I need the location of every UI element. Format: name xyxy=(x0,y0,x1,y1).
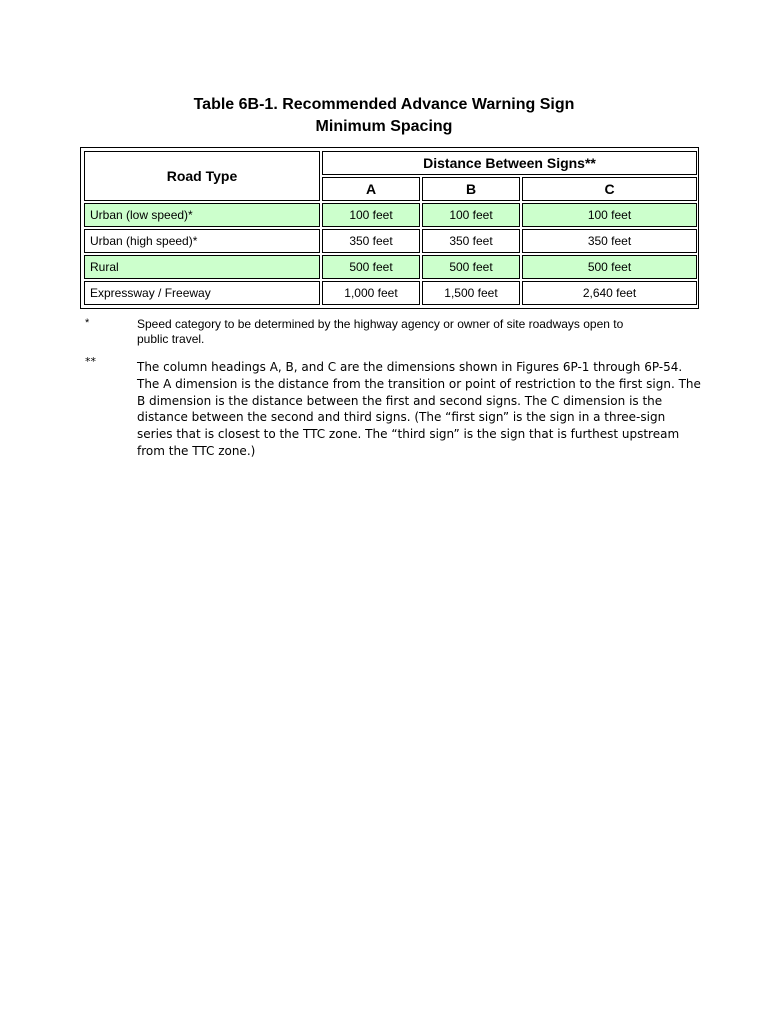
table-title-line-2: Minimum Spacing xyxy=(315,118,453,135)
spacing-table xyxy=(80,147,699,309)
road-type-header: Road Type xyxy=(84,151,320,201)
distance-c-cell: 350 feet xyxy=(522,229,697,253)
table-row xyxy=(84,203,697,227)
distance-c-cell: 500 feet xyxy=(522,255,697,279)
distance-b-cell: 350 feet xyxy=(422,229,520,253)
distance-b-cell: 100 feet xyxy=(422,203,520,227)
footnote-1-text: Speed category to be determined by the highway agency or owner of site roadways open to public travel. xyxy=(137,317,624,346)
distance-between-signs-header: Distance Between Signs** xyxy=(322,151,697,175)
footnote-2-text: The column headings A, B, and C are the dimensions shown in Figures 6P-1 through 6P-54. The A dimension is the distance from the transition or point of restriction to the first sign. The B dimension is the distance between the first and second signs. The C dimension is the distance between the second and third signs. (The “first sign” is the sign in a three-sign series that is closest to the TTC zone. The “third sign” is the sign that is furthest upstream from the TTC zone.) xyxy=(137,360,701,458)
road-type-cell: Expressway / Freeway xyxy=(84,281,320,305)
distance-b-cell: 1,500 feet xyxy=(422,281,520,305)
road-type-cell: Rural xyxy=(84,255,320,279)
table-row xyxy=(84,281,697,305)
footnote-marker-2: ** xyxy=(85,355,96,368)
column-header-a: A xyxy=(322,177,420,201)
distance-c-cell: 100 feet xyxy=(522,203,697,227)
column-header-b: B xyxy=(422,177,520,201)
road-type-cell: Urban (low speed)* xyxy=(84,203,320,227)
table-title-line-1: Table 6B-1. Recommended Advance Warning Sign xyxy=(193,96,575,113)
distance-a-cell: 500 feet xyxy=(322,255,420,279)
column-header-c: C xyxy=(522,177,697,201)
table-row xyxy=(84,229,697,253)
table-title xyxy=(0,94,768,138)
table-row xyxy=(84,255,697,279)
distance-a-cell: 1,000 feet xyxy=(322,281,420,305)
road-type-cell: Urban (high speed)* xyxy=(84,229,320,253)
distance-c-cell: 2,640 feet xyxy=(522,281,697,305)
distance-a-cell: 350 feet xyxy=(322,229,420,253)
distance-b-cell: 500 feet xyxy=(422,255,520,279)
distance-a-cell: 100 feet xyxy=(322,203,420,227)
footnote-marker-1: * xyxy=(85,317,90,329)
